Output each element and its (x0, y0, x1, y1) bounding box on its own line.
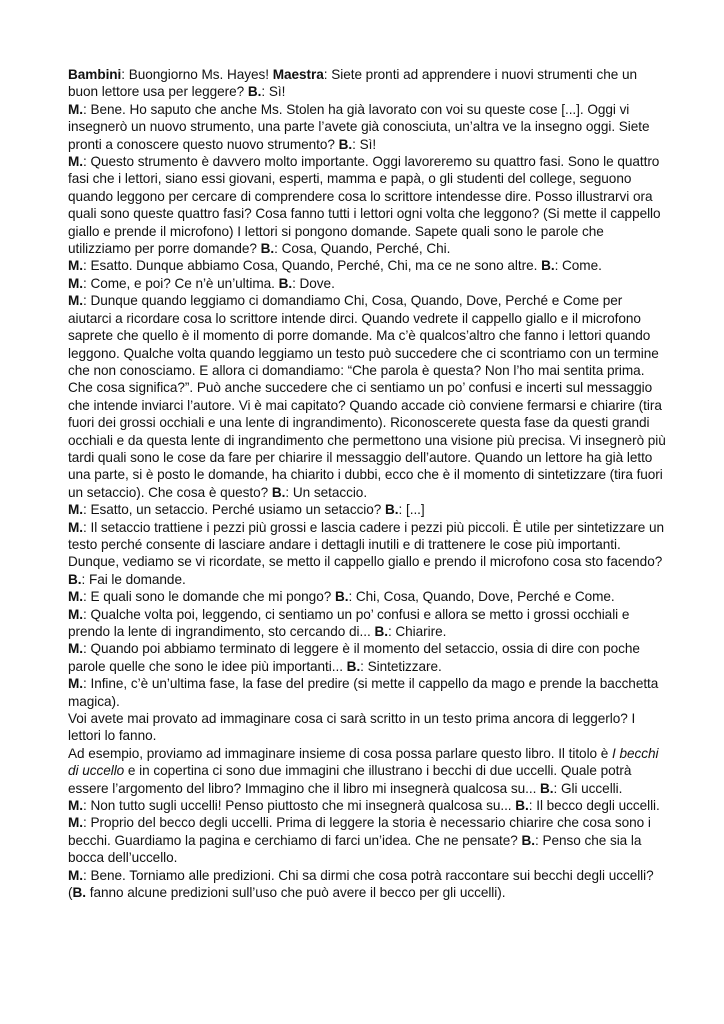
speaker-label: M. (68, 154, 84, 170)
dialogue-text: : Qualche volta poi, leggendo, ci sentiamo un po’ confusi e allora se metto i grossi occhiali e prendo la lente di ingrandimento, sto cercando di... (68, 606, 630, 639)
speaker-label: M. (68, 798, 84, 814)
dialogue-text: : Fai le domande. (81, 571, 186, 587)
dialogue-text: : Cosa, Quando, Perché, Chi. (274, 241, 451, 257)
dialogue-text: : Come. (554, 258, 602, 274)
speaker-label: M. (68, 867, 84, 883)
speaker-label: M. (68, 502, 84, 518)
speaker-label: M. (68, 641, 84, 657)
dialogue-paragraph (68, 814, 668, 866)
dialogue-text: : E quali sono le domande che mi pongo? (83, 589, 335, 605)
dialogue-paragraph (68, 275, 668, 292)
dialogue-text: : Esatto. Dunque abbiamo Cosa, Quando, Perché, Chi, ma ce ne sono altre. (83, 258, 542, 274)
speaker-label: B. (374, 624, 388, 639)
dialogue-text: : Un setaccio. (285, 484, 368, 500)
dialogue-text: : Dunque quando leggiamo ci domandiamo Chi, Cosa, Quando, Dove, Perché e Come per aiutarci a ricordare cosa lo scrittore intende dirci. Quando vedrete il cappello giallo e il microfono saprete che quello è il momento di porre domande. Ma c’è qualcos’altro che fanno i lettori quando leggono. Qualche volta quando leggiamo un testo può succedere che ci scontriamo con un termine che non conosciamo. E allora ci domandiamo: “Che parola è questa? Non l’ho mai sentita prima. Che cosa significa?”. Può anche succedere che ci sentiamo un po’ confusi e incerti sul messaggio che intende inviarci l’autore. Vi è mai capitato? Quando accade ciò conviene fermarsi e chiarire (tira fuori dei grossi occhiali e una lente di ingrandimento). Riconoscerete questa fase da questi grandi occhiali e da questa lente di ingrandimento che permettono una visione più precisa. Vi insegnerò più tardi quali sono le cose da fare per chiarire il messaggio dell’autore. Quando un lettore ha già letto una parte, si è posto le domande, ha chiarito i dubbi, ecco che è il momento di sintetizzare (tira fuori un setaccio). Che cosa è questo? (68, 293, 666, 500)
dialogue-text: : Il becco degli uccelli. (528, 798, 660, 814)
speaker-label: B. (260, 241, 275, 257)
speaker-label: M. (68, 258, 84, 274)
speaker-label: M. (68, 606, 84, 622)
dialogue-paragraph (68, 745, 668, 797)
dialogue-paragraph (68, 519, 668, 589)
dialogue-text: e in copertina ci sono due immagini che illustrano i becchi di due uccelli. Quale potrà essere l’argomento del libro? Immagino che il libro mi insegnerà qualcosa su... (68, 763, 632, 796)
dialogue-text: : Esatto, un setaccio. Perché usiamo un setaccio? (83, 502, 386, 518)
dialogue-text: : Infine, c’è un’ultima fase, la fase del predire (si mette il cappello da mago e prende la bacchetta magica). (68, 676, 659, 709)
dialogue-text: : Come, e poi? Ce n’è un’ultima. (83, 275, 279, 291)
speaker-label: B. (541, 258, 555, 274)
speaker-label: B. (271, 484, 286, 500)
dialogue-text: : Bene. Torniamo alle predizioni. Chi sa dirmi che cosa potrà raccontare sui becchi degli uccelli? ( (68, 867, 654, 901)
speaker-label: B. (68, 571, 82, 587)
speaker-label: M. (68, 519, 84, 535)
document-body (68, 66, 668, 902)
dialogue-text: : Penso che sia la bocca dell’uccello. (68, 832, 642, 866)
speaker-label: B. (521, 832, 535, 848)
dialogue-paragraph (68, 867, 668, 902)
speaker-label: M. (68, 815, 84, 831)
dialogue-text: : Sintetizzare. (360, 658, 442, 674)
dialogue-paragraph (68, 710, 668, 745)
dialogue-text: : Sì! (352, 136, 377, 152)
dialogue-paragraph (68, 588, 668, 605)
dialogue-text: : Chiarire. (387, 624, 447, 639)
dialogue-text: : Proprio del becco degli uccelli. Prima di leggere la storia è necessario chiarire che cosa sono i becchi. Guardiamo la pagina e cerchiamo di farci un’idea. Che ne pensate? (68, 815, 651, 848)
dialogue-text: : Chi, Cosa, Quando, Dove, Perché e Come. (348, 589, 615, 605)
speaker-label: M. (68, 101, 84, 117)
dialogue-paragraph (68, 292, 668, 501)
dialogue-paragraph (68, 257, 668, 274)
dialogue-text: Voi avete mai provato ad immaginare cosa ci sarà scritto in un testo prima ancora di leggerlo? I lettori lo fanno. (68, 711, 636, 744)
dialogue-paragraph (68, 606, 668, 641)
speaker-label: B. (515, 798, 529, 814)
speaker-label: M. (68, 676, 84, 692)
dialogue-paragraph (68, 66, 668, 101)
dialogue-text: : Questo strumento è davvero molto importante. Oggi lavoreremo su quattro fasi. Sono le quattro fasi che i lettori, siano essi giovani, esperti, mamma e papà, o gli studenti del college, seguono quando leggono per cercare di comprendere cosa lo scrittore intendesse dire. Posso illustrarvi ora quali sono queste quattro fasi? Cosa fanno tutti i lettori ogni volta che leggono? (Si mette il cappello giallo e prende il microfono) I lettori si pongono domande. Sapete quali sono le parole che utilizziamo per porre domande? (68, 154, 661, 257)
dialogue-text: Ad esempio, proviamo ad immaginare insieme di cosa possa parlare questo libro. Il titolo è (68, 745, 613, 761)
dialogue-text: : Siete pronti ad apprendere i nuovi strumenti che un buon lettore usa per leggere? (68, 67, 637, 100)
dialogue-text: : Gli uccelli. (553, 780, 623, 796)
speaker-label: B. (385, 502, 399, 518)
dialogue-text: : [...] (398, 502, 425, 518)
dialogue-paragraph (68, 101, 668, 153)
speaker-label: B. (72, 885, 86, 901)
speaker-label: B. (338, 136, 353, 152)
dialogue-text: : Bene. Ho saputo che anche Ms. Stolen ha già lavorato con voi su queste cose [...]. Oggi vi insegnerò un nuovo strumento, una parte l’avete già conosciuta, un’altra ve la insegno oggi. Siete pronti a conoscere questo nuovo strumento? (68, 101, 650, 152)
dialogue-text: : Buongiorno Ms. Hayes! (121, 67, 273, 82)
speaker-label: M. (68, 293, 84, 309)
dialogue-paragraph (68, 797, 668, 814)
speaker-label: Bambini (68, 67, 122, 82)
dialogue-text: : Non tutto sugli uccelli! Penso piuttosto che mi insegnerà qualcosa su... (83, 798, 516, 814)
speaker-label: B. (247, 84, 262, 100)
dialogue-paragraph (68, 153, 668, 257)
dialogue-paragraph (68, 675, 668, 710)
speaker-label: B. (334, 589, 349, 605)
dialogue-paragraph (68, 501, 668, 518)
dialogue-text: : Sì! (261, 84, 286, 100)
dialogue-text: : Quando poi abbiamo terminato di leggere è il momento del setaccio, ossia di dire con poche parole quelle che sono le idee più importanti... (68, 641, 640, 674)
dialogue-text: : Il setaccio trattiene i pezzi più grossi e lascia cadere i pezzi più piccoli. È utile per sintetizzare un testo perché consente di lasciare andare i dettagli inutili e di trattenere le cose più importanti. Dunque, vediamo se vi ricordate, se metto il cappello giallo e prendo il microfono cosa sto facendo? (68, 519, 664, 570)
dialogue-text: : Dove. (292, 275, 335, 291)
speaker-label: B. (278, 275, 293, 291)
speaker-label: M. (68, 589, 84, 605)
book-title: I becchi di uccello (68, 745, 659, 779)
dialogue-paragraph (68, 640, 668, 675)
speaker-label: Maestra (272, 67, 324, 82)
dialogue-text: fanno alcune predizioni sull’uso che può avere il becco per gli uccelli). (85, 885, 506, 901)
speaker-label: B. (346, 658, 361, 674)
speaker-label: M. (68, 275, 84, 291)
speaker-label: B. (540, 780, 554, 796)
